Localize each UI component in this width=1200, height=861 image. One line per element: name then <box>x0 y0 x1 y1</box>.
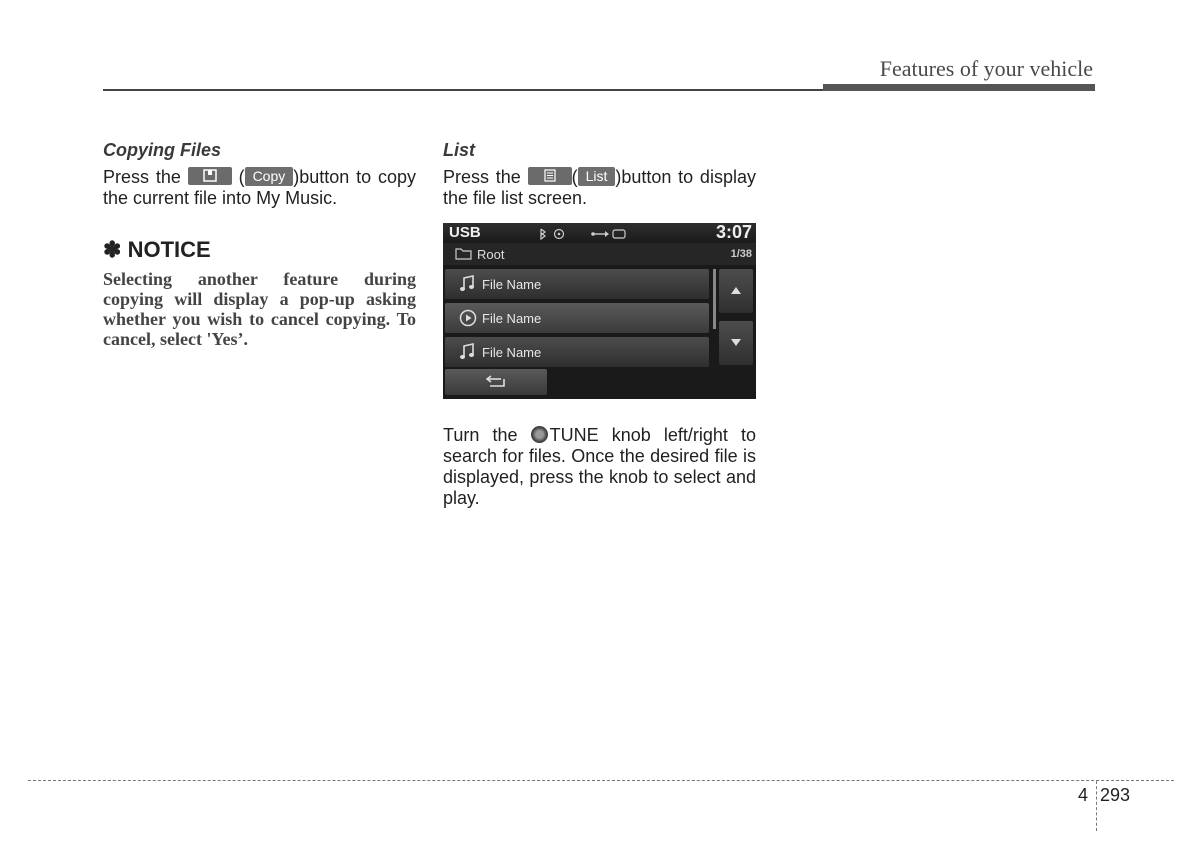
header-rule <box>103 89 823 91</box>
notice-body: Selecting another feature during copying will display a pop-up asking whether you wish to cancel copying. To cancel, select 'Yes’. <box>103 269 416 349</box>
bluetooth-icon <box>541 229 545 239</box>
file-name-label: File Name <box>482 345 542 360</box>
tune-text-after: TUNE knob left/right to search for files. Once the desired file is displayed, press the knob to select and play. <box>443 425 756 508</box>
scroll-down-button[interactable] <box>719 321 753 365</box>
play-circle-icon <box>459 309 477 327</box>
folder-icon <box>455 247 473 260</box>
screen-clock: 3:07 <box>715 223 752 242</box>
battery-icon <box>613 230 625 238</box>
copying-text-before: Press the <box>103 167 181 187</box>
file-list-screen <box>443 223 756 399</box>
file-name-label: File Name <box>482 277 542 292</box>
copy-button-label: Copy <box>245 167 294 186</box>
copying-files-paragraph <box>103 167 416 209</box>
copying-files-heading: Copying Files <box>103 140 222 160</box>
music-note-icon <box>459 343 475 360</box>
list-icon <box>544 169 556 182</box>
back-button[interactable] <box>445 369 547 395</box>
tune-paragraph <box>443 425 756 509</box>
notice-symbol: ✽ <box>103 237 122 262</box>
list-button-label: List <box>578 167 616 186</box>
footer-divider <box>1096 781 1097 831</box>
notice-title: NOTICE <box>127 237 211 262</box>
music-note-icon <box>459 275 475 292</box>
save-icon <box>203 169 217 182</box>
arrow-up-icon <box>730 286 742 295</box>
screen-status-bar <box>443 223 756 243</box>
chapter-number: 4 <box>1078 785 1089 805</box>
left-column <box>103 139 416 349</box>
scrollbar[interactable] <box>713 269 716 329</box>
file-list-item[interactable] <box>445 303 709 333</box>
back-arrow-icon <box>486 375 506 389</box>
screen-folder-bar <box>443 243 756 265</box>
disc-icon <box>555 230 564 239</box>
list-paren-open: ( <box>571 167 578 187</box>
list-heading: List <box>443 140 476 160</box>
page-number: 293 <box>1100 785 1131 805</box>
screen-source-label: USB <box>449 224 481 241</box>
middle-column <box>443 139 756 509</box>
list-paragraph <box>443 167 756 209</box>
tune-text-before: Turn the <box>443 425 518 445</box>
copying-paren-open: ( <box>238 167 245 187</box>
file-count: 1/38 <box>730 248 752 260</box>
scroll-up-button[interactable] <box>719 269 753 313</box>
page-header-title: Features of your vehicle <box>879 56 1093 81</box>
footer-rule <box>28 780 1174 781</box>
copying-text-after: )button to copy the current file into My Music. <box>103 167 416 208</box>
arrow-down-icon <box>730 338 742 347</box>
usb-icon <box>591 231 609 237</box>
save-button-icon <box>188 167 232 185</box>
file-name-label: File Name <box>482 311 542 326</box>
folder-name: Root <box>477 247 505 262</box>
notice-heading <box>103 237 416 263</box>
list-text-after: )button to display the file list screen. <box>443 167 756 208</box>
list-button-icon <box>528 167 572 185</box>
file-list-item[interactable] <box>445 269 709 299</box>
list-text-before: Press the <box>443 167 521 187</box>
tune-knob-icon <box>531 426 548 443</box>
file-list-item[interactable] <box>445 337 709 367</box>
header-bar <box>823 84 1095 91</box>
